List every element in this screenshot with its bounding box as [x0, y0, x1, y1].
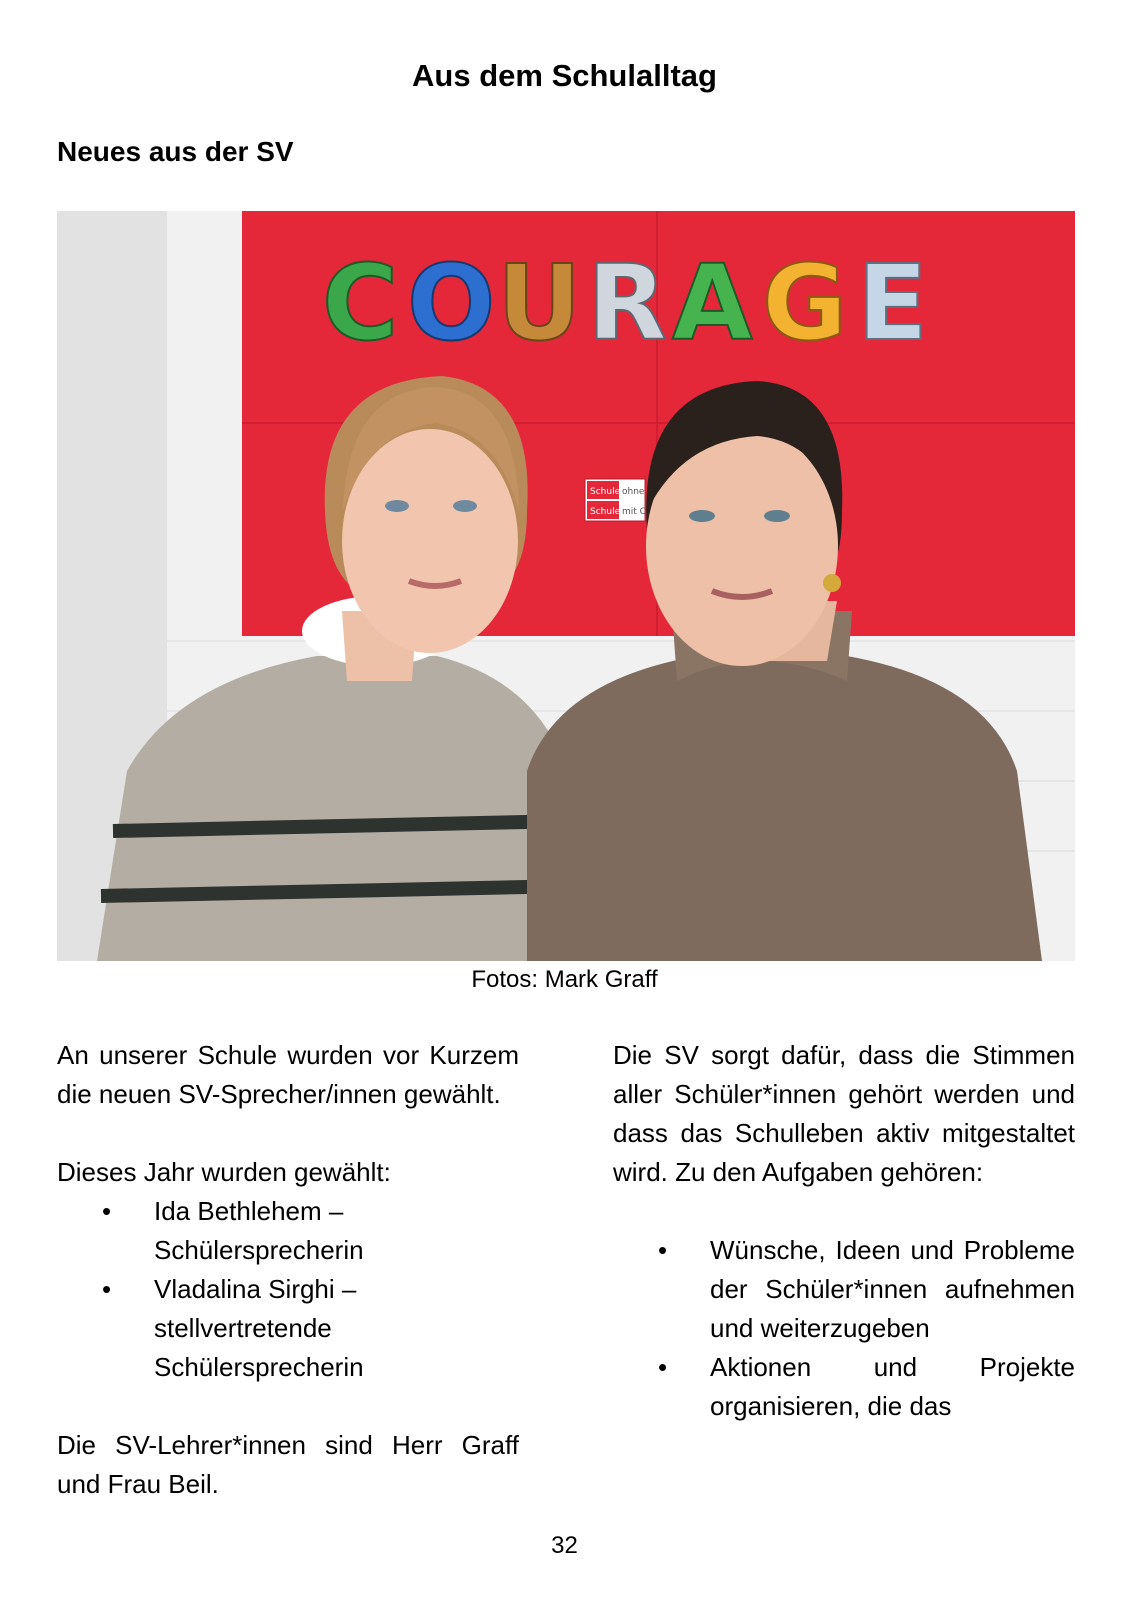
- photo: [57, 211, 1075, 961]
- poster-letter-o: O: [407, 242, 496, 364]
- bullet-dot-icon: •: [658, 1352, 668, 1382]
- badge-text-1a: Schule: [590, 487, 621, 497]
- poster-letter-c: C: [322, 242, 399, 364]
- page-number: 32: [551, 1532, 578, 1559]
- bullet-dot-icon: •: [102, 1274, 112, 1304]
- poster-letter-g: G: [762, 242, 848, 364]
- bullet-dot-icon: •: [102, 1196, 112, 1226]
- list-item: • Aktionen und Projekte organisieren, die das: [613, 1348, 1075, 1426]
- poster-letter-a: A: [672, 242, 753, 364]
- list-item: • Ida Bethlehem – Schülersprecherin: [57, 1192, 519, 1270]
- tasks-list: [613, 1231, 1075, 1426]
- elected-heading: Dieses Jahr wurden gewählt:: [57, 1157, 391, 1187]
- list-item: • Wünsche, Ideen und Probleme der Schüler*innen aufnehmen und weiterzugeben: [613, 1231, 1075, 1348]
- intro-paragraph: An unserer Schule wurden vor Kurzem die neuen SV-Sprecher/innen gewählt.: [57, 1040, 519, 1109]
- badge-text-2a: Schule: [590, 507, 621, 517]
- teachers-paragraph: Die SV-Lehrer*innen sind Herr Graff und Frau Beil.: [57, 1430, 519, 1499]
- elected-list: [57, 1192, 519, 1387]
- right-column: [613, 1036, 1075, 1426]
- bullet-dot-icon: •: [658, 1235, 668, 1265]
- left-column: [57, 1036, 519, 1504]
- photo-illustration: [57, 211, 1075, 961]
- photo-caption: Fotos: Mark Graff: [471, 966, 658, 993]
- list-item: • Vladalina Sirghi – stellvertretende Schülersprecherin: [57, 1270, 519, 1387]
- section-title: Neues aus der SV: [57, 136, 294, 167]
- sv-intro-paragraph: Die SV sorgt dafür, dass die Stimmen aller Schüler*innen gehört werden und dass das Schulleben aktiv mitgestaltet wird. Zu den Aufgaben gehören:: [613, 1040, 1075, 1187]
- badge-text-1b: ohne: [622, 487, 645, 497]
- badge-text-2b: mit C: [622, 507, 646, 517]
- poster-letter-u: U: [497, 242, 582, 364]
- poster-letter-e: E: [857, 242, 929, 364]
- page-title: Aus dem Schulalltag: [412, 58, 717, 93]
- poster-letter-r: R: [587, 242, 668, 364]
